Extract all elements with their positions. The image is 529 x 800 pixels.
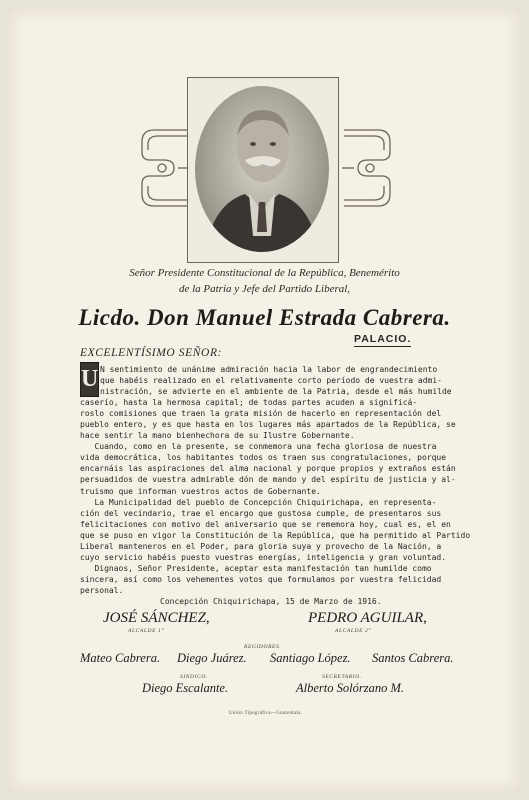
sindico-label: SINDICO. <box>180 674 208 680</box>
letter-line: roslo comisiones que traen la grata misión de hacerlo en representación del <box>80 409 442 419</box>
alcalde-2-title: ALCALDE 2° <box>335 628 372 634</box>
portrait-photo <box>195 86 329 252</box>
letter-line: felicitaciones con motivo del aniversario que se rememora hoy, cual es, el en <box>80 519 451 529</box>
letter-line: cuyo servicio habéis puesto vuestras energías, inteligencia y gran voluntad. <box>80 552 447 562</box>
alcalde-1-title: ALCALDE 1° <box>128 628 165 634</box>
letter-line: hace sentir la mano bienhechora de su Ilustre Gobernante. <box>80 431 355 441</box>
letter-line: Liberal manteneros en el Poder, para gloria suya y provecho de la Nación, a <box>80 541 442 551</box>
letter-line: encarnáis las aspiraciones del alma nacional y porque propios y extraños están <box>80 464 456 474</box>
regidores-label: REGIDORES. <box>244 644 282 650</box>
letter-body <box>80 364 470 596</box>
title-line-2: de la Patria y Jefe del Partido Liberal, <box>178 283 351 295</box>
sindico-name: Diego Escalante. <box>142 681 229 695</box>
letter-line: nistración, se advierte en el ambiente de la Patria, desde el más humilde <box>100 387 452 397</box>
letter-line: N sentimiento de unánime admiración hacia la labor de engrandecimiento <box>100 365 438 374</box>
letter-line: vida democrática, los habitantes todos os traen sus congratulaciones, porque <box>80 453 447 463</box>
secretario-label: SECRETARIO. <box>322 674 362 680</box>
letter-line: Dignaos, Señor Presidente, aceptar esta manifestación tan humilde como <box>80 563 432 573</box>
letter-line: sincera, así como los vehementes votos que formulamos por vuestra felicidad <box>80 574 442 584</box>
letter-line: que habéis realizado en el relativamente corto período de vuestra admi- <box>100 376 442 386</box>
regidor-2: Diego Juárez. <box>177 651 247 665</box>
letter-line: truismo que informan vuestros actos de Gobernante. <box>80 486 321 496</box>
portrait-figure-icon <box>195 86 329 252</box>
drop-cap-letter: U <box>80 362 99 397</box>
right-ornament-icon <box>340 122 398 212</box>
letter-line: Cuando, como en la presente, se conmemora una fecha gloriosa de nuestra <box>80 442 437 452</box>
salutation: EXCELENTÍSIMO SEÑOR: <box>80 347 223 359</box>
alcalde-1-name: JOSÉ SÁNCHEZ, <box>103 610 210 626</box>
title-line-1: Señor Presidente Constitucional de la República, Benemérito <box>129 267 400 279</box>
letter-line: persuadidos de vuestra admirable dón de mando y del espíritu de justicia y al- <box>80 475 456 485</box>
regidor-1: Mateo Cabrera. <box>80 651 161 665</box>
secretario-name: Alberto Solórzano M. <box>296 681 404 695</box>
letter-line: que se puso en vigor la Constitución de la República, que ha permitido al Partido <box>80 530 471 540</box>
regidor-4: Santos Cabrera. <box>372 651 454 665</box>
letter-line: La Municipalidad del pueblo de Concepción Chiquirichapa, en representa- <box>80 497 437 507</box>
letter-line: pueblo entero, y es que hasta en los lugares más apartados de la República, se <box>80 420 456 430</box>
addressee-name: Licdo. Don Manuel Estrada Cabrera. <box>78 305 451 330</box>
palacio-label: PALACIO. <box>354 333 412 345</box>
letter-line: caserío, hasta la hermosa capital; de todas partes acuden a significá- <box>80 398 418 408</box>
dateline: Concepción Chiquirichapa, 15 de Marzo de 1916. <box>160 597 382 606</box>
left-ornament-icon <box>134 122 192 212</box>
printer-imprint: Unión Tipográfica—Guatemala. <box>229 711 303 716</box>
letter-line: ción del vecindario, trae el encargo que gustosa cumple, de presentaros sus <box>80 508 442 518</box>
regidor-3: Santiago López. <box>270 651 351 665</box>
alcalde-2-name: PEDRO AGUILAR, <box>308 610 427 626</box>
letter-line: personal. <box>80 585 124 595</box>
